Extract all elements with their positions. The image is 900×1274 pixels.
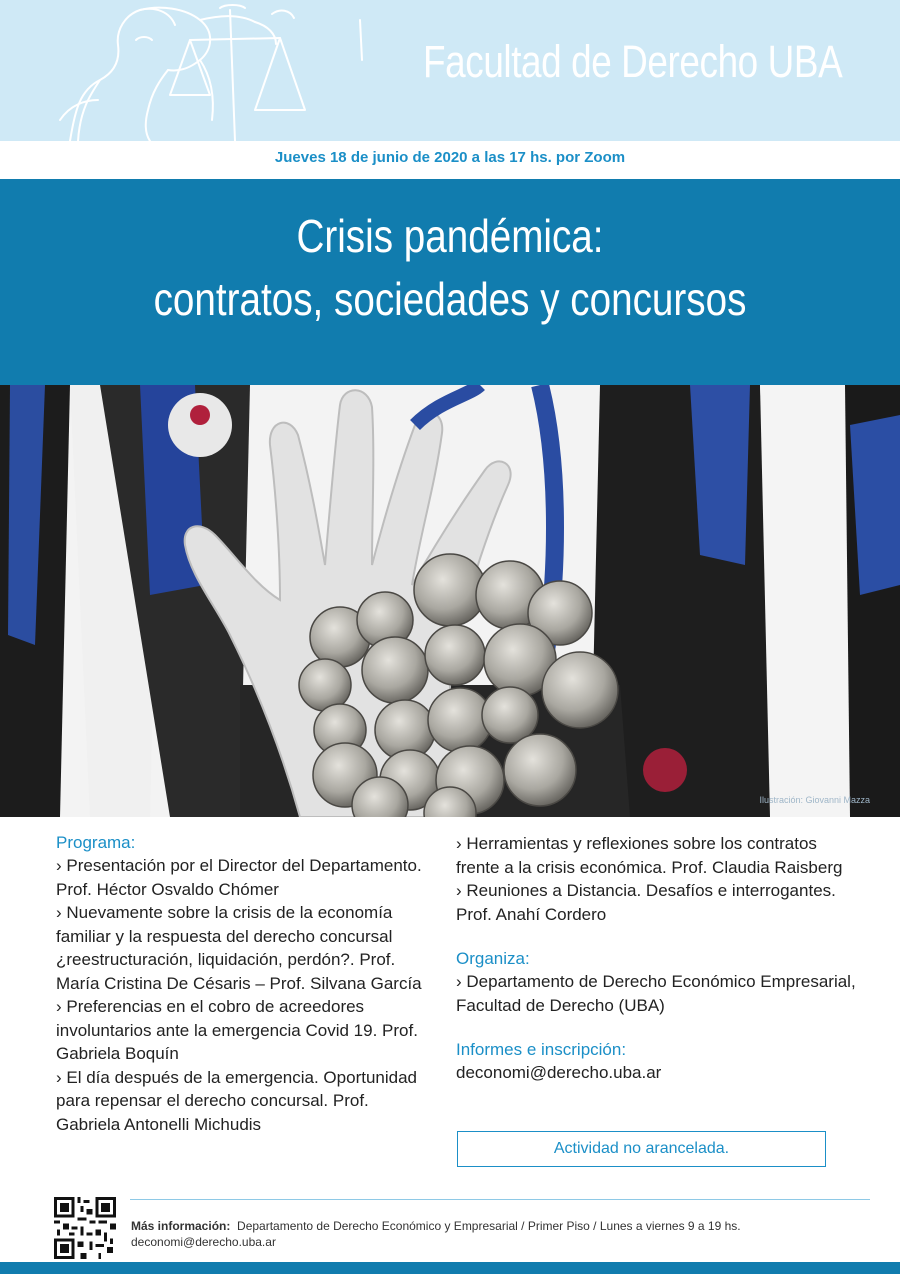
programa-heading: Programa: [56,833,136,852]
event-title-line2: contratos, sociedades y concursos [153,273,747,325]
footer-divider [130,1199,870,1200]
header-banner [0,0,900,141]
free-activity-badge: Actividad no arancelada. [457,1131,826,1167]
program-item: › Presentación por el Director del Departamento. Prof. Héctor Osvaldo Chómer [56,856,422,899]
lady-justice-illustration [40,0,400,141]
footer-info [131,1218,871,1250]
informes-heading: Informes e inscripción: [456,1040,627,1059]
organiza-heading: Organiza: [456,949,530,968]
event-date: Jueves 18 de junio de 2020 a las 17 hs. por Zoom [274,149,626,166]
hand-with-coins-illustration [0,385,900,817]
event-title [72,205,828,331]
bottom-bar [0,1262,900,1274]
organiza-text: › Departamento de Derecho Económico Empresarial, Facultad de Derecho (UBA) [456,972,856,1015]
event-title-line1: Crisis pandémica: [296,210,604,262]
program-left-column [56,832,436,1136]
institution-title: Facultad de Derecho UBA [422,36,842,87]
program-item: › Herramientas y reflexiones sobre los contratos frente a la crisis económica. Prof. Claudia Raisberg [456,834,843,877]
footer-label: Más información: [131,1219,231,1233]
qr-code-icon[interactable] [54,1197,116,1259]
program-item: › El día después de la emergencia. Oportunidad para repensar el derecho concursal. Prof. Gabriela Antonelli Michudis [56,1067,418,1134]
footer-details: Departamento de Derecho Económico y Empresarial / Primer Piso / Lunes a viernes 9 a 19 hs. [237,1219,741,1233]
footer-email-link[interactable]: deconomi@derecho.uba.ar [131,1235,276,1249]
contact-email-link[interactable]: deconomi@derecho.uba.ar [456,1063,662,1082]
illustration-credit: Ilustración: Giovanni Mazza [759,795,870,805]
program-item: › Reuniones a Distancia. Desafíos e interrogantes. Prof. Anahí Cordero [456,881,836,924]
program-item: › Nuevamente sobre la crisis de la economía familiar y la respuesta del derecho concursal ¿reestructuración, liquidación, perdón?. Prof. María Cristina De Césaris – Prof. Silvana García [56,903,422,993]
program-right-column [456,832,856,1085]
title-band [0,179,900,385]
program-item: › Preferencias en el cobro de acreedores involuntarios ante la emergencia Covid 19. Prof. Gabriela Boquín [56,997,418,1063]
